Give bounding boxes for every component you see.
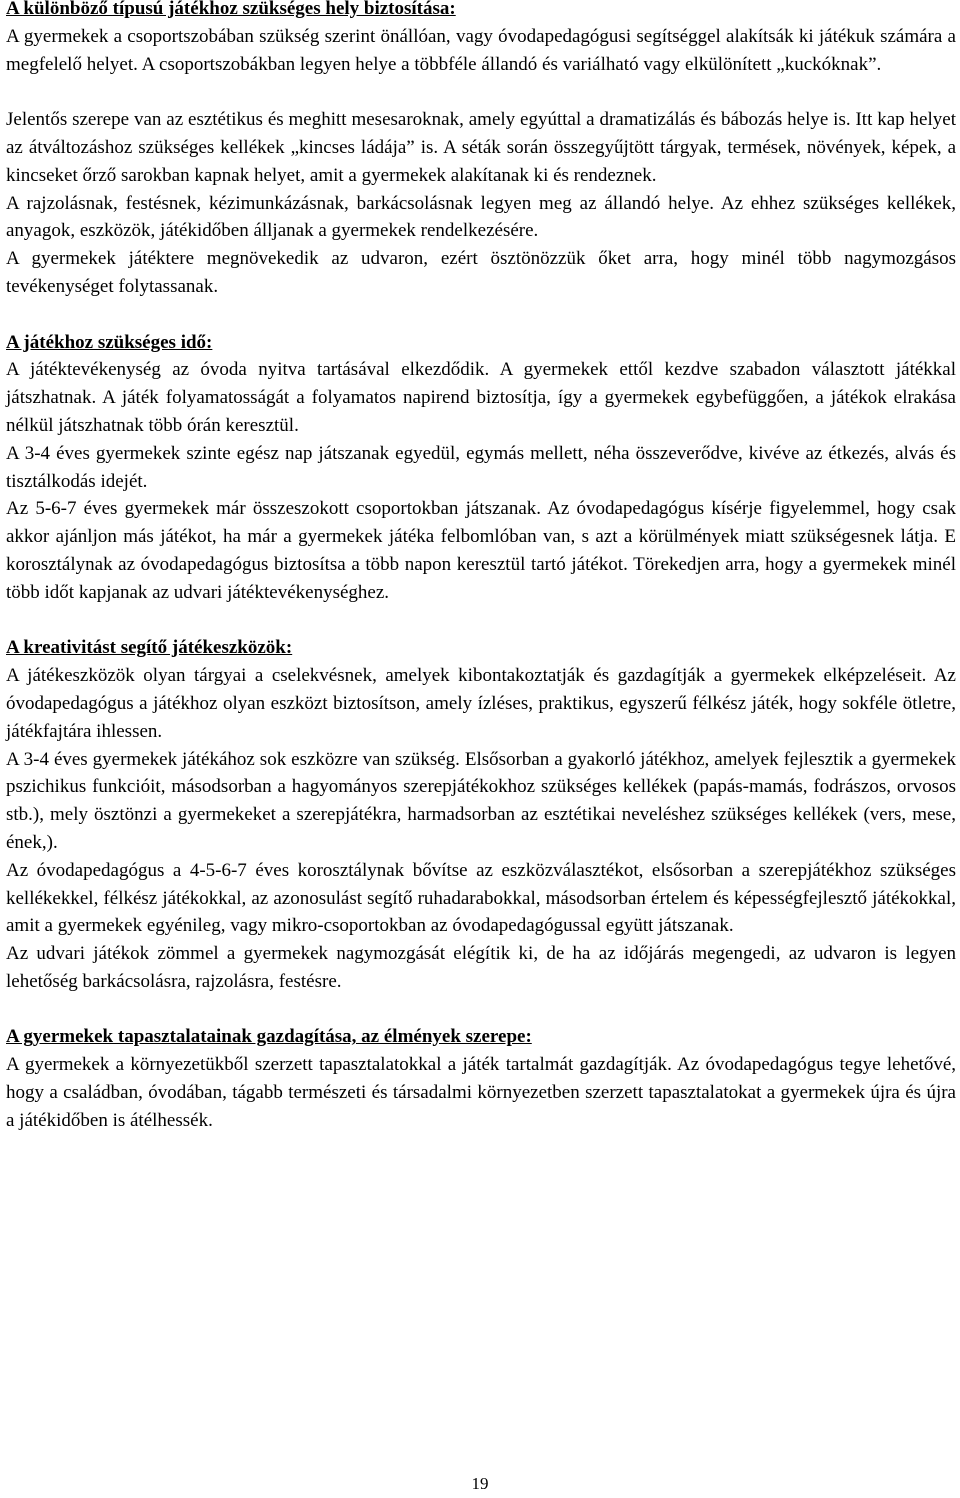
section-heading: A játékhoz szükséges idő:	[6, 331, 213, 353]
paragraph: A 3-4 éves gyermekek szinte egész nap játszanak egyedül, egymás mellett, néha összeverődve, kivéve az étkezés, alvás és tisztálkodás idejét.	[6, 442, 956, 492]
paragraph-gap	[6, 78, 956, 106]
section-play-time	[6, 329, 956, 607]
section-experiences	[6, 1023, 956, 1134]
section-play-space	[6, 0, 956, 301]
paragraph: A gyermekek a környezetükből szerzett tapasztalatokkal a játék tartalmát gazdagítják. Az óvodapedagógus tegye lehetővé, hogy a családban, óvodában, tágabb természeti és társadalmi környezetben szerzett tapasztalatokat a gyermekek újra és újra a játékidőben is átélhessék.	[6, 1054, 956, 1131]
paragraph: Az udvari játékok zömmel a gyermekek nagymozgását elégítik ki, de ha az időjárás megengedi, az udvaron is legyen lehetőség barkácsolásra, rajzolásra, festésre.	[6, 943, 956, 992]
section-creative-toys	[6, 634, 956, 995]
document-page	[6, 0, 956, 1135]
section-heading: A kreativitást segítő játékeszközök:	[6, 637, 293, 659]
paragraph: Az 5-6-7 éves gyermekek már összeszokott csoportokban játszanak. Az óvodapedagógus kísérje figyelemmel, hogy csak akkor ajánljon más játékot, ha már a gyermekek játéka felbomlóban van, s azt a körülmények miatt szükségesnek látja. E korosztálynak az óvodapedagógus biztosítsa a több napon keresztül tartó játékot. Törekedjen arra, hogy a gyermekek minél több időt kapjanak az udvari játéktevékenységhez.	[6, 498, 956, 603]
paragraph: A gyermekek játéktere megnövekedik az udvaron, ezért ösztönözzük őket arra, hogy minél több nagymozgásos tevékenységet folytassanak.	[6, 248, 956, 297]
paragraph: Az óvodapedagógus a 4-5-6-7 éves korosztálynak bővítse az eszközválasztékot, elsősorban a szerepjátékhoz szükséges kellékekkel, félkész játékokkal, az azonosulást segítő ruhadarabokkal, másodsorban értelem és képességfejlesztő játékokkal, amit a gyermekek egyénileg, vagy mikro-csoportokban az óvodapedagógussal együtt játszanak.	[6, 859, 956, 937]
section-heading: A gyermekek tapasztalatainak gazdagítása, az élmények szerepe:	[6, 1026, 532, 1048]
paragraph: A gyermekek a csoportszobában szükség szerint önállóan, vagy óvodapedagógusi segítséggel alakítsák ki játékuk számára a megfelelő helyet. A csoportszobákban legyen helye a többféle állandó és variálható vagy elkülönített „kuckóknak”.	[6, 25, 956, 75]
section-gap	[6, 301, 956, 329]
page-number: 19	[471, 1474, 489, 1493]
section-heading: A különböző típusú játékhoz szükséges hely biztosítása:	[6, 0, 456, 19]
paragraph: A játékeszközök olyan tárgyai a cselekvésnek, amelyek kibontakoztatják és gazdagítják a gyermekek elképzeléseit. Az óvodapedagógus a játékhoz olyan eszközt biztosítson, amely ízléses, praktikus, egyszerű félkész játék, hogy sokféle ötletre, játékfajtára ihlessen.	[6, 665, 956, 742]
section-gap	[6, 996, 956, 1024]
section-gap	[6, 607, 956, 635]
paragraph: A játéktevékenység az óvoda nyitva tartásával elkezdődik. A gyermekek ettől kezdve szabadon választott játékkal játszhatnak. A játék folyamatosságát a folyamatos napirend biztosítja, így a gyermekek egybefüggően, a játékok elrakása nélkül játszhatnak több órán keresztül.	[6, 359, 956, 436]
paragraph: Jelentős szerepe van az esztétikus és meghitt mesesaroknak, amely egyúttal a dramatizálás és bábozás helye is. Itt kap helyet az átváltozáshoz szükséges kellékek „kincses ládája” is. A séták során összegyűjtött tárgyak, termések, növények, képek, a kincseket őrző sarokban kapnak helyet, amit a gyermekek alakítanak ki és rendeznek.	[6, 109, 956, 186]
paragraph: A 3-4 éves gyermekek játékához sok eszközre van szükség. Elsősorban a gyakorló játékhoz, amelyek fejlesztik a gyermekek pszichikus funkcióit, másodsorban a hagyományos szerepjátékokhoz szükséges kellékek (papás-mamás, fodrászos, orvosos stb.), mely ösztönzi a gyermekeket a szerepjátékra, harmadsorban az esztétikai neveléshez szükséges kellékek (vers, mese, ének,).	[6, 748, 956, 853]
paragraph: A rajzolásnak, festésnek, kézimunkázásnak, barkácsolásnak legyen meg az állandó helye. Az ehhez szükséges kellékek, anyagok, eszközök, játékidőben álljanak a gyermekek rendelkezésére.	[6, 192, 956, 242]
